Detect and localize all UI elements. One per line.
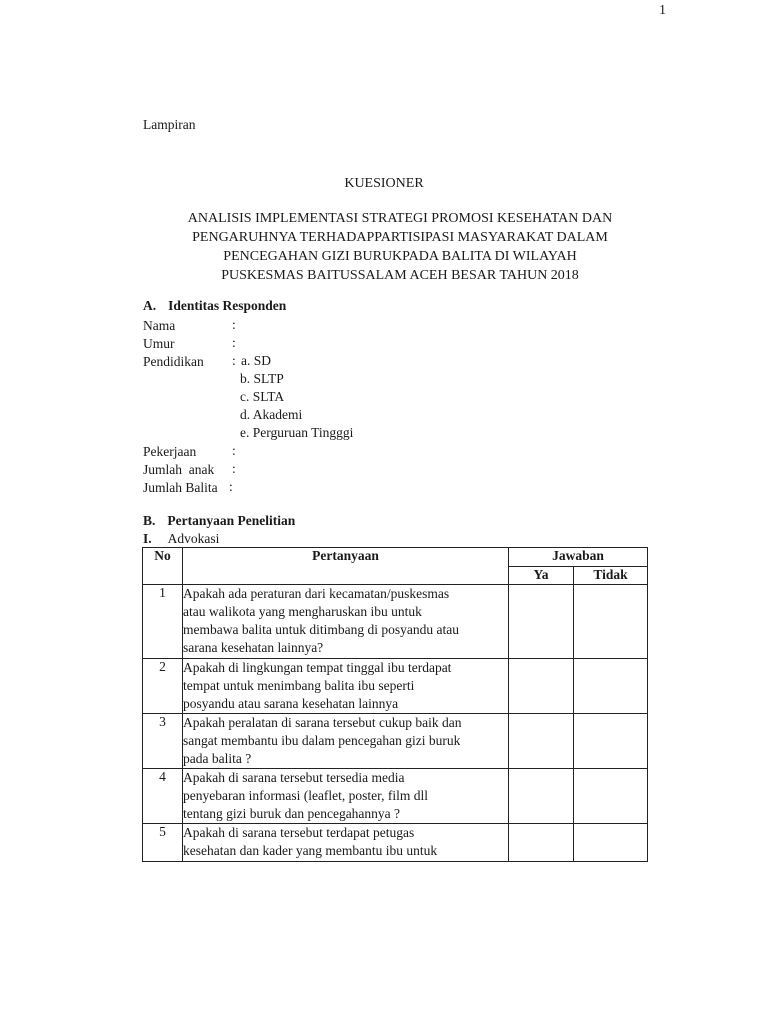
question-line: Apakah di sarana tersebut terdapat petugas <box>183 825 415 840</box>
question-line: Apakah ada peraturan dari kecamatan/puskesmas <box>183 586 450 601</box>
question-text <box>183 585 509 659</box>
lampiran-label: Lampiran <box>143 117 196 132</box>
field-umur-label: Umur <box>143 336 175 351</box>
answer-tidak-cell[interactable] <box>574 585 648 659</box>
subsection-marker: I. <box>143 531 152 546</box>
row-number: 2 <box>143 659 183 714</box>
question-line: Apakah di sarana tersebut tersedia media <box>183 770 405 785</box>
row-number: 1 <box>143 585 183 659</box>
title-line: PUSKESMAS BAITUSSALAM ACEH BESAR TAHUN 2018 <box>221 268 579 283</box>
question-line: posyandu atau sarana kesehatan lainnya <box>183 696 399 711</box>
question-text <box>183 659 509 714</box>
pendidikan-option: d. Akademi <box>240 407 303 422</box>
table-header-row <box>143 548 648 567</box>
section-a-marker: A. <box>143 298 157 313</box>
question-line: penyebaran informasi (leaflet, poster, film dll <box>183 788 428 803</box>
question-text <box>183 824 509 862</box>
field-nama-label: Nama <box>143 318 176 333</box>
question-line: Apakah peralatan di sarana tersebut cukup baik dan <box>183 715 462 730</box>
field-pendidikan-colon: : <box>232 353 236 368</box>
question-line: sangat membantu ibu dalam pencegahan gizi buruk <box>183 733 461 748</box>
field-umur-colon: : <box>232 335 236 350</box>
table-row <box>143 769 648 824</box>
header-no: No <box>143 548 183 585</box>
field-jumlah-anak-colon: : <box>232 461 236 476</box>
field-jumlah-balita-label: Jumlah Balita <box>143 480 218 495</box>
question-line: tentang gizi buruk dan pencegahannya ? <box>183 806 401 821</box>
section-b-marker: B. <box>143 513 156 528</box>
answer-tidak-cell[interactable] <box>574 824 648 862</box>
question-line: pada balita ? <box>183 751 252 766</box>
pendidikan-option: a. SD <box>241 353 271 368</box>
answer-ya-cell[interactable] <box>509 585 574 659</box>
field-pekerjaan-label: Pekerjaan <box>143 444 197 459</box>
field-nama-colon: : <box>232 317 236 332</box>
answer-ya-cell[interactable] <box>509 659 574 714</box>
answer-tidak-cell[interactable] <box>574 714 648 769</box>
header-pertanyaan: Pertanyaan <box>183 548 509 585</box>
pendidikan-option: b. SLTP <box>240 371 284 386</box>
answer-ya-cell[interactable] <box>509 769 574 824</box>
pendidikan-option: c. SLTA <box>240 389 285 404</box>
question-line: tempat untuk menimbang balita ibu seperti <box>183 678 415 693</box>
title-line: ANALISIS IMPLEMENTASI STRATEGI PROMOSI KESEHATAN DAN <box>187 211 613 226</box>
header-jawaban: Jawaban <box>509 548 648 567</box>
table-row <box>143 714 648 769</box>
subsection-title: Advokasi <box>167 531 220 546</box>
answer-ya-cell[interactable] <box>509 714 574 769</box>
table-row <box>143 585 648 659</box>
section-b-heading <box>143 513 295 529</box>
document-title <box>100 209 700 285</box>
section-a-title: Identitas Responden <box>168 298 287 313</box>
field-jumlah-anak-label: Jumlah anak <box>143 462 215 477</box>
title-line: PENGARUHNYA TERHADAPPARTISIPASI MASYARAKAT DALAM <box>192 230 608 245</box>
field-pendidikan-label: Pendidikan <box>143 354 204 369</box>
questionnaire-table <box>142 547 648 862</box>
row-number: 4 <box>143 769 183 824</box>
question-line: kesehatan dan kader yang membantu ibu untuk <box>183 843 438 858</box>
table-row <box>143 824 648 862</box>
page-number: 1 <box>659 3 666 18</box>
field-pekerjaan-colon: : <box>232 443 236 458</box>
row-number: 5 <box>143 824 183 862</box>
question-text <box>183 769 509 824</box>
question-line: membawa balita untuk ditimbang di posyandu atau <box>183 622 459 637</box>
answer-ya-cell[interactable] <box>509 824 574 862</box>
row-number: 3 <box>143 714 183 769</box>
question-line: sarana kesehatan lainnya? <box>183 640 324 655</box>
title-line: PENCEGAHAN GIZI BURUKPADA BALITA DI WILAYAH <box>223 249 577 264</box>
header-tidak: Tidak <box>574 567 648 585</box>
pendidikan-option: e. Perguruan Tingggi <box>240 425 354 440</box>
question-line: atau walikota yang mengharuskan ibu untuk <box>183 604 422 619</box>
answer-tidak-cell[interactable] <box>574 659 648 714</box>
header-ya: Ya <box>509 567 574 585</box>
table-row <box>143 659 648 714</box>
field-jumlah-balita-colon: : <box>229 479 233 494</box>
section-a-heading <box>143 298 286 314</box>
question-text <box>183 714 509 769</box>
document-heading: KUESIONER <box>344 176 424 191</box>
answer-tidak-cell[interactable] <box>574 769 648 824</box>
subsection-heading <box>143 531 219 547</box>
section-b-title: Pertanyaan Penelitian <box>167 513 296 528</box>
question-line: Apakah di lingkungan tempat tinggal ibu terdapat <box>183 660 452 675</box>
